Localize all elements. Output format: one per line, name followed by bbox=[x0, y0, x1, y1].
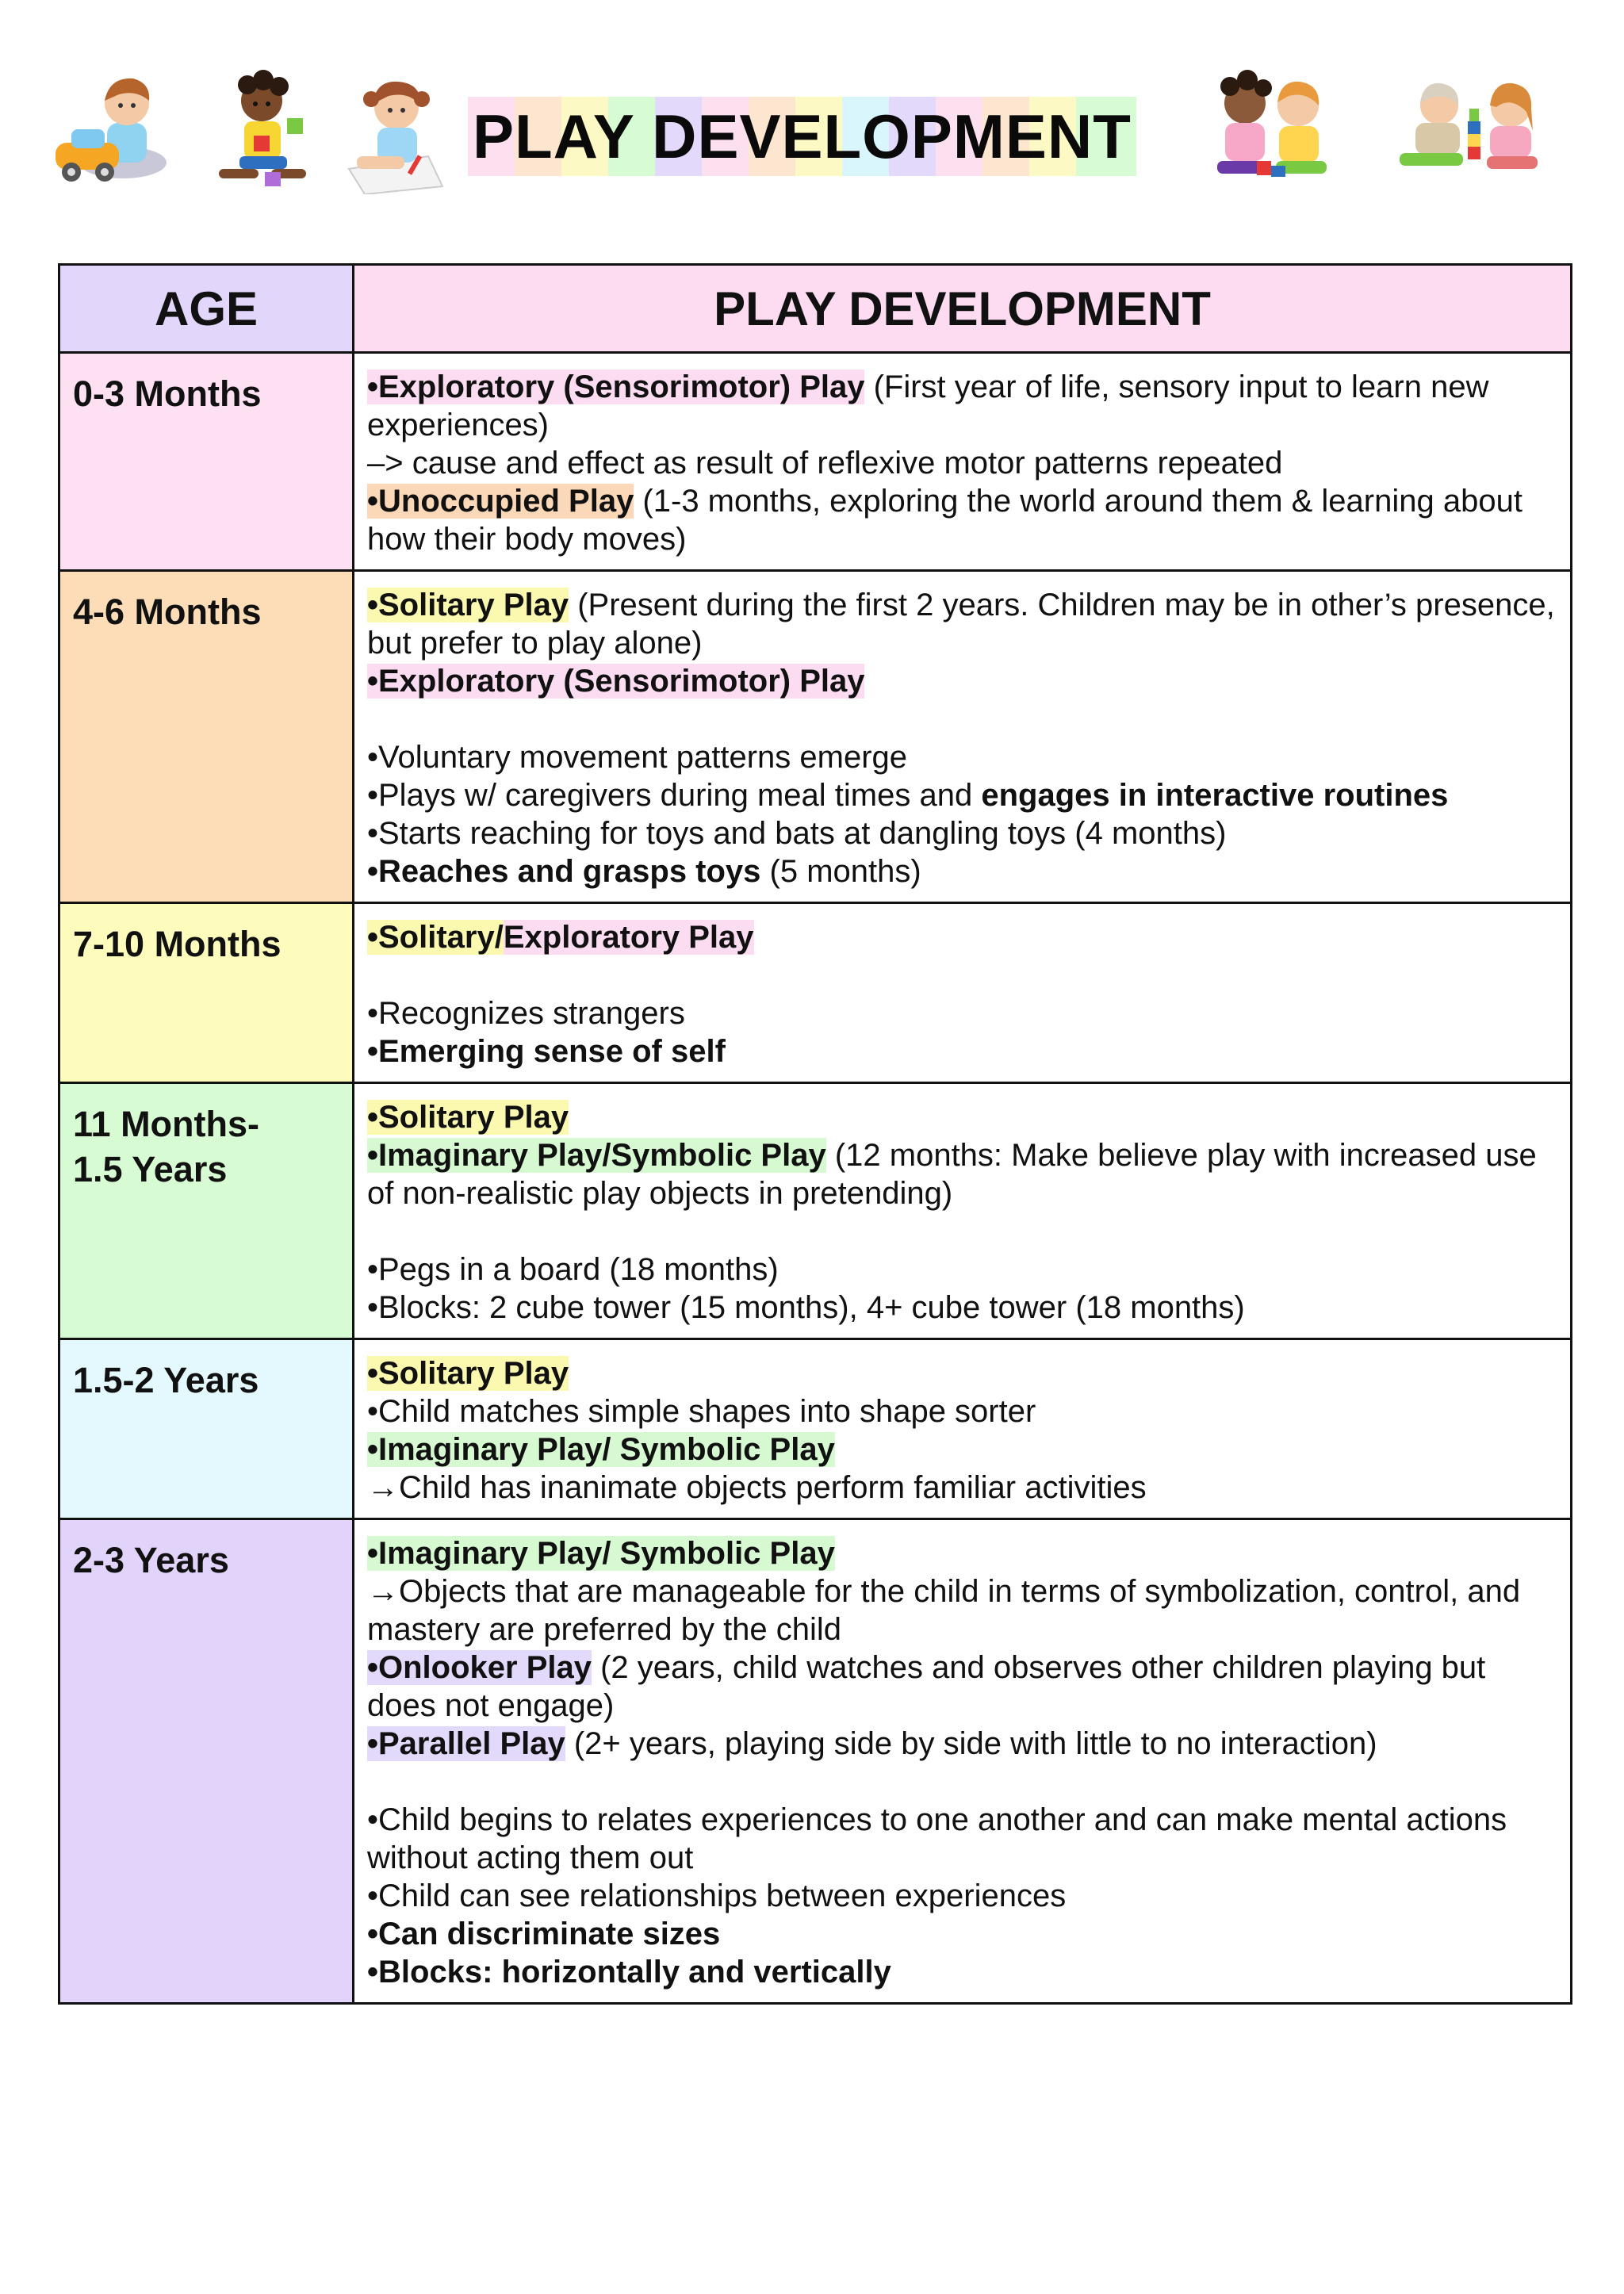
item-text: (2 years, child watches and observes other children playing but does not engage) bbox=[367, 1650, 1486, 1723]
item-text: •Child matches simple shapes into shape sorter bbox=[367, 1394, 1036, 1429]
play-development-column-header: PLAY DEVELOPMENT bbox=[354, 265, 1572, 353]
development-item bbox=[367, 1725, 1557, 1763]
play-type-highlight: •Exploratory (Sensorimotor) Play bbox=[367, 664, 865, 699]
development-item bbox=[367, 1649, 1557, 1725]
play-type-highlight: •Solitary/ bbox=[367, 920, 504, 955]
item-text: (2+ years, playing side by side with little to no interaction) bbox=[565, 1726, 1377, 1761]
age-label: 1.5-2 Years bbox=[73, 1360, 259, 1400]
play-type-highlight: •Solitary Play bbox=[367, 588, 569, 622]
play-type-highlight: •Unoccupied Play bbox=[367, 484, 634, 519]
children-sharing-illustration bbox=[1201, 67, 1344, 194]
development-item bbox=[367, 1289, 1557, 1327]
item-text: –> cause and effect as result of reflexive motor patterns repeated bbox=[367, 446, 1283, 481]
children-with-block-tower-illustration bbox=[1392, 75, 1550, 194]
development-item bbox=[367, 1801, 1557, 1877]
age-label: 11 Months- bbox=[73, 1104, 260, 1144]
girl-drawing-illustration bbox=[333, 67, 452, 194]
item-text: •Recognizes strangers bbox=[367, 996, 685, 1031]
item-text: •Voluntary movement patterns emerge bbox=[367, 740, 908, 775]
development-item bbox=[367, 586, 1557, 662]
play-development-table bbox=[58, 263, 1572, 2005]
development-item bbox=[367, 1136, 1557, 1212]
development-cell bbox=[354, 571, 1572, 903]
play-type-highlight: •Parallel Play bbox=[367, 1726, 565, 1761]
age-label: 0-3 Months bbox=[73, 373, 262, 414]
play-type-highlight: •Imaginary Play/ Symbolic Play bbox=[367, 1432, 835, 1467]
table-row bbox=[59, 1339, 1572, 1519]
development-item bbox=[367, 1250, 1557, 1289]
development-item bbox=[367, 662, 1557, 700]
age-label: 7-10 Months bbox=[73, 924, 282, 964]
age-label: 4-6 Months bbox=[73, 592, 262, 632]
development-item bbox=[367, 1032, 1557, 1070]
item-text: •Starts reaching for toys and bats at dangling toys (4 months) bbox=[367, 816, 1227, 851]
item-text: →Objects that are manageable for the child in terms of symbolization, control, and mastery are preferred by the child bbox=[367, 1574, 1521, 1647]
play-type-highlight: •Imaginary Play/ Symbolic Play bbox=[367, 1536, 835, 1571]
item-text: •Pegs in a board (18 months) bbox=[367, 1252, 779, 1287]
age-cell bbox=[59, 571, 354, 903]
item-text: (1-3 months, exploring the world around them & learning about how their body moves) bbox=[367, 484, 1522, 557]
development-cell bbox=[354, 1083, 1572, 1339]
child-with-toy-car-illustration bbox=[48, 67, 182, 194]
age-cell bbox=[59, 1519, 354, 2004]
development-item bbox=[367, 738, 1557, 776]
item-text: •Child can see relationships between experiences bbox=[367, 1878, 1067, 1913]
item-text: (5 months) bbox=[760, 854, 921, 889]
table-row bbox=[59, 903, 1572, 1083]
table-header-row bbox=[59, 265, 1572, 353]
development-item bbox=[367, 444, 1557, 482]
development-cell bbox=[354, 903, 1572, 1083]
item-text: •Child begins to relates experiences to one another and can make mental actions without acting them out bbox=[367, 1802, 1507, 1875]
development-item bbox=[367, 1915, 1557, 1953]
table-body bbox=[59, 353, 1572, 2004]
bold-milestone: •Blocks: horizontally and vertically bbox=[367, 1955, 891, 1990]
play-type-highlight: •Exploratory (Sensorimotor) Play bbox=[367, 370, 865, 404]
development-item bbox=[367, 994, 1557, 1032]
development-item bbox=[367, 1877, 1557, 1915]
development-item bbox=[367, 1534, 1557, 1572]
item-text: •Plays w/ caregivers during meal times and bbox=[367, 778, 982, 813]
play-type-highlight: •Imaginary Play/Symbolic Play bbox=[367, 1138, 826, 1173]
development-cell bbox=[354, 1519, 1572, 2004]
item-text: •Blocks: 2 cube tower (15 months), 4+ cube tower (18 months) bbox=[367, 1290, 1245, 1325]
age-cell bbox=[59, 353, 354, 571]
development-item bbox=[367, 1430, 1557, 1469]
table-row bbox=[59, 353, 1572, 571]
development-cell bbox=[354, 1339, 1572, 1519]
development-cell bbox=[354, 353, 1572, 571]
blank-line bbox=[367, 700, 1557, 738]
age-column-header: AGE bbox=[59, 265, 354, 353]
development-item bbox=[367, 776, 1557, 814]
bold-milestone: engages in interactive routines bbox=[981, 778, 1449, 813]
bold-milestone: •Emerging sense of self bbox=[367, 1034, 726, 1069]
table-row bbox=[59, 1083, 1572, 1339]
item-text: (Present during the first 2 years. Children may be in other’s presence, but prefer to play alone) bbox=[367, 588, 1555, 661]
development-item bbox=[367, 814, 1557, 852]
item-text: (First year of life, sensory input to learn new experiences) bbox=[367, 370, 1489, 442]
blank-line bbox=[367, 956, 1557, 994]
age-label-line2: 1.5 Years bbox=[73, 1149, 228, 1189]
age-cell bbox=[59, 1339, 354, 1519]
development-item bbox=[367, 368, 1557, 444]
development-item bbox=[367, 1572, 1557, 1649]
play-type-highlight: Exploratory Play bbox=[503, 920, 754, 955]
blank-line bbox=[367, 1212, 1557, 1250]
item-text: (12 months: Make believe play with increased use of non-realistic play objects in pretending) bbox=[367, 1138, 1537, 1211]
development-item bbox=[367, 852, 1557, 890]
age-cell bbox=[59, 903, 354, 1083]
table-row bbox=[59, 1519, 1572, 2004]
page-title: PLAY DEVELOPMENT bbox=[468, 97, 1136, 176]
blank-line bbox=[367, 1763, 1557, 1801]
development-item bbox=[367, 1469, 1557, 1507]
age-label: 2-3 Years bbox=[73, 1540, 229, 1580]
bold-milestone: •Reaches and grasps toys bbox=[367, 854, 761, 889]
table-row bbox=[59, 571, 1572, 903]
development-item bbox=[367, 1354, 1557, 1392]
child-with-blocks-illustration bbox=[208, 67, 319, 194]
development-item bbox=[367, 918, 1557, 956]
play-type-highlight: •Solitary Play bbox=[367, 1100, 569, 1135]
item-text: →Child has inanimate objects perform familiar activities bbox=[367, 1470, 1147, 1505]
development-item bbox=[367, 1098, 1557, 1136]
development-item bbox=[367, 1953, 1557, 1991]
development-item bbox=[367, 482, 1557, 558]
play-type-highlight: •Onlooker Play bbox=[367, 1650, 592, 1685]
bold-milestone: •Can discriminate sizes bbox=[367, 1917, 721, 1951]
page-header bbox=[0, 0, 1624, 238]
development-item bbox=[367, 1392, 1557, 1430]
age-cell bbox=[59, 1083, 354, 1339]
play-type-highlight: •Solitary Play bbox=[367, 1356, 569, 1391]
